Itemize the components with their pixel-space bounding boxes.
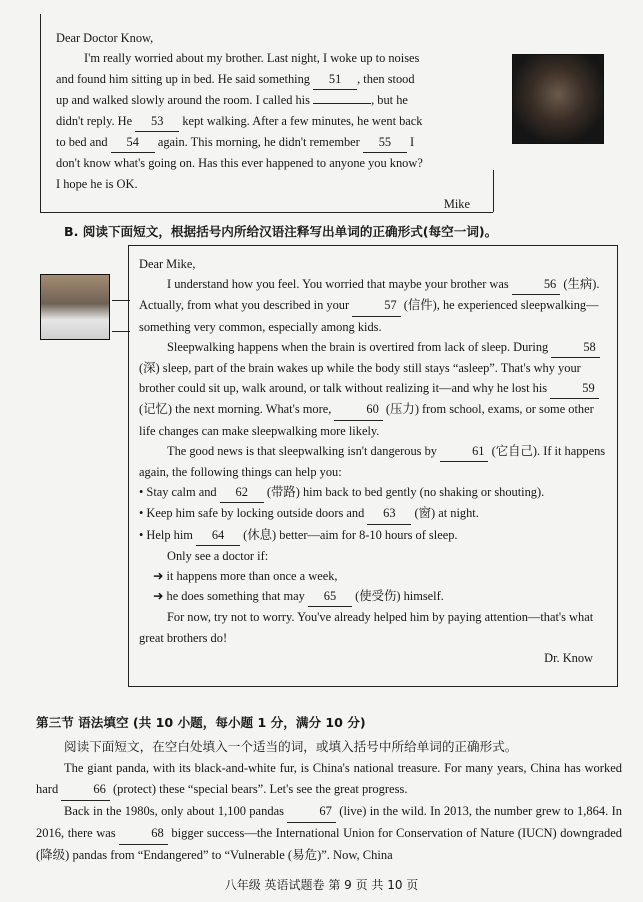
arrow-item: ➜ it happens more than once a week, [153, 569, 338, 584]
blank-64[interactable]: 64 [196, 525, 240, 546]
blank-59[interactable]: 59 [550, 378, 598, 399]
bullet-item: • Keep him safe by locking outside doors and 63 (窗) at night. [139, 503, 607, 524]
blank-65[interactable]: 65 [308, 586, 352, 607]
blank-61[interactable]: 61 [440, 441, 488, 462]
text-line: didn't reply. He 53 kept walking. After a few minutes, he went back [56, 111, 484, 132]
greeting: Dear Mike, [139, 257, 196, 271]
text-line: up and walked slowly around the room. I called his , but he [56, 93, 408, 108]
doctor-photo [40, 274, 110, 340]
letter-from-dr-know [139, 254, 607, 668]
blank-51[interactable]: 51 [313, 69, 357, 90]
bullet-item: • Stay calm and 62 (带路) him back to bed gently (no shaking or shouting). [139, 482, 607, 503]
signature-dr-know: Dr. Know [544, 650, 593, 665]
blank-54[interactable]: 54 [111, 132, 155, 153]
blank-57[interactable]: 57 [352, 295, 400, 316]
blank-68[interactable]: 68 [119, 823, 168, 845]
greeting: Dear Doctor Know, [56, 31, 154, 45]
blank-63[interactable]: 63 [367, 503, 411, 524]
section-3-instruction: 阅读下面短文，在空白处填入一个适当的词，或填入括号中所给单词的正确形式。 [64, 739, 518, 754]
blank-58[interactable]: 58 [551, 337, 599, 358]
text-line: Only see a doctor if: [167, 548, 269, 563]
paragraph: The giant panda, with its black-and-white fur, is China's national treasure. For many years, China has worked hard 66 (protect) these “special bears”. Let's see the great progress. [36, 758, 622, 801]
blank-56[interactable]: 56 [512, 274, 560, 295]
blank-62[interactable]: 62 [220, 482, 264, 503]
paragraph: For now, try not to worry. You've already helped him by paying attention—that's what great brothers do! [139, 610, 594, 645]
signature-mike: Mike [443, 197, 470, 212]
panda-passage [36, 758, 622, 866]
letter-from-mike [56, 28, 484, 215]
boy-photo [512, 54, 604, 144]
blank-53[interactable]: 53 [135, 111, 179, 132]
letter-box-corner [487, 170, 494, 212]
text-line: I hope he is OK. [56, 176, 138, 191]
text-line: I'm really worried about my brother. Last night, I woke up to noises [84, 51, 420, 66]
paragraph: Sleepwalking happens when the brain is overtired from lack of sleep. During 58 (深) sleep, part of the brain wakes up while the body still stays “asleep”. That's why your brother could sit up, walk around, or talk without realizing it—and why he lost his 59 (记忆) the next morning. What's more, 60 (压力) from school, exams, or some other life changes can make sleepwalking more likely. [139, 337, 607, 441]
arrow-item: ➜ he does something that may 65 (使受伤) himself. [139, 586, 607, 607]
section-b-heading: B. 阅读下面短文，根据括号内所给汉语注释写出单词的正确形式(每空一词)。 [64, 224, 498, 239]
page-footer: 八年级 英语试题卷 第 9 页 共 10 页 [224, 878, 419, 892]
blank-66[interactable]: 66 [61, 779, 110, 801]
blank-60[interactable]: 60 [334, 399, 382, 420]
blank-55[interactable]: 55 [363, 132, 407, 153]
text-line: don't know what's going on. Has this ever happened to anyone you know? [56, 156, 423, 171]
blank-52[interactable] [313, 103, 371, 104]
text-line: and found him sitting up in bed. He said something 51 , then stood [56, 69, 484, 90]
blank-67[interactable]: 67 [287, 801, 336, 823]
text-line: to bed and 54 again. This morning, he didn't remember 55 I [56, 132, 484, 153]
section-3-heading: 第三节 语法填空 (共 10 小题，每小题 1 分，满分 10 分) [36, 715, 366, 730]
paragraph: I understand how you feel. You worried that maybe your brother was 56 (生病). Actually, from what you described in your 57 (信件), he experienced sleepwalking—something very common, especially among kids. [139, 274, 607, 337]
bullet-item: • Help him 64 (休息) better—aim for 8-10 hours of sleep. [139, 525, 607, 546]
arrow-right-icon: ➜ [153, 589, 164, 604]
arrow-right-icon: ➜ [153, 569, 164, 584]
paragraph: Back in the 1980s, only about 1,100 pandas 67 (live) in the wild. In 2013, the number grew to 1,864. In 2016, there was 68 bigger success—the International Union for Conservation of Nature (IUCN) downgraded (降级) pandas from “Endangered” to “Vulnerable (易危)”. Now, China [36, 801, 622, 866]
paragraph: The good news is that sleepwalking isn't dangerous by 61 (它自己). If it happens again, the following things can help you: [139, 441, 607, 482]
